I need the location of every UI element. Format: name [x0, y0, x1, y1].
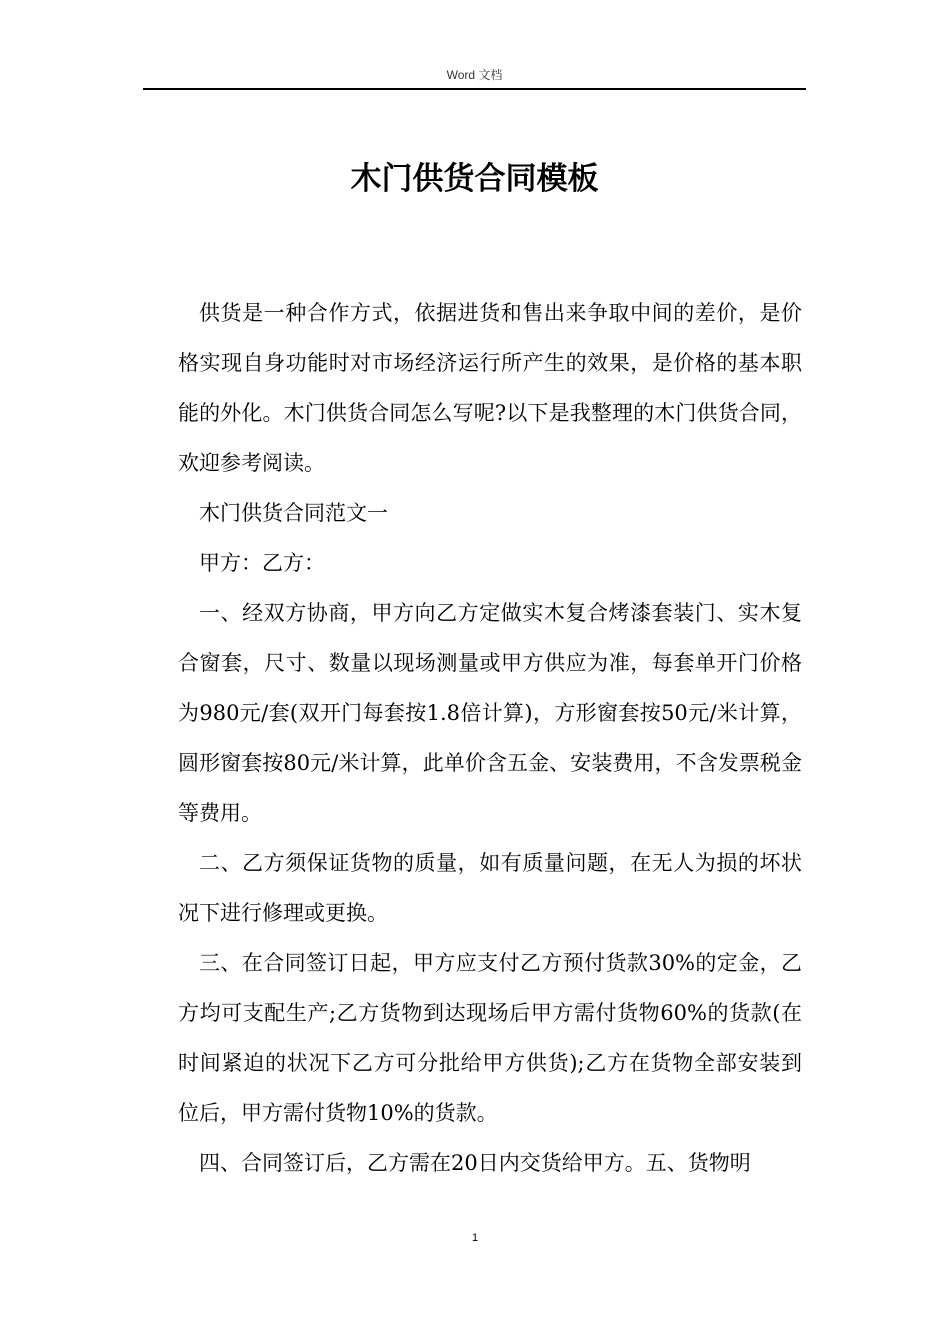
- page-number: 1: [471, 1232, 479, 1244]
- parties-line: 甲方：乙方：: [199, 551, 325, 575]
- section-heading: 木门供货合同范文一: [199, 501, 388, 525]
- document-title: 木门供货合同模板: [350, 161, 599, 197]
- clause-1: 一、经双方协商，甲方向乙方定做实木复合烤漆套装门、实木复合窗套，尺寸、数量以现场测量或甲方供应为准，每套单开门价格为980元/套(双开门每套按1.8倍计算)，方形窗套按50元/米计算，圆形窗套按80元/米计算，此单价含五金、安装费用，不含发票税金等费用。: [178, 601, 802, 825]
- clause-3: 三、在合同签订日起，甲方应支付乙方预付货款30%的定金，乙方均可支配生产;乙方货物到达现场后甲方需付货物60%的货款(在时间紧迫的状况下乙方可分批给甲方供货);乙方在货物全部安装到位后，甲方需付货物10%的货款。: [178, 951, 802, 1125]
- clause-2: 二、乙方须保证货物的质量，如有质量问题，在无人为损的坏状况下进行修理或更换。: [178, 851, 802, 925]
- clause-4: 四、合同签订后，乙方需在20日内交货给甲方。五、货物明: [199, 1151, 751, 1175]
- intro-paragraph: 供货是一种合作方式，依据进货和售出来争取中间的差价，是价格实现自身功能时对市场经济运行所产生的效果，是价格的基本职能的外化。木门供货合同怎么写呢?以下是我整理的木门供货合同，欢迎参考阅读。: [178, 301, 802, 475]
- header-text: Word 文档: [446, 68, 503, 82]
- page-header: [143, 66, 806, 90]
- document-body: [178, 288, 802, 1188]
